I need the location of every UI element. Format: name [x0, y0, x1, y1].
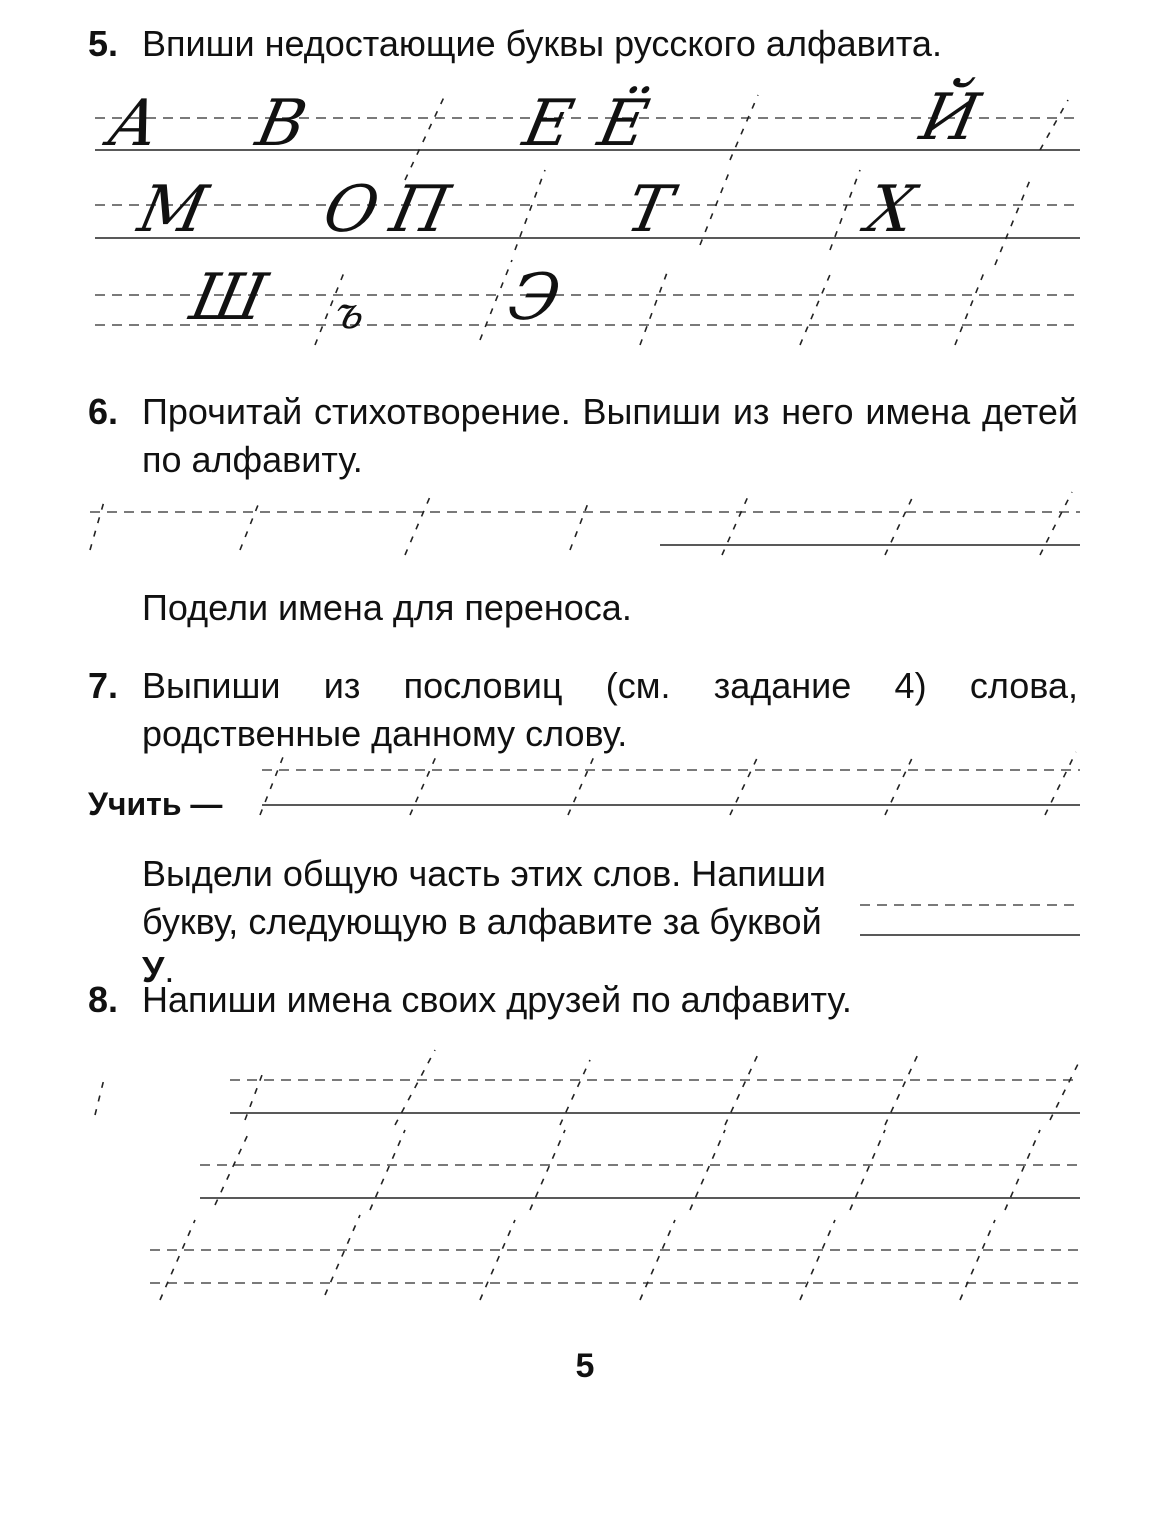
subtask-end: . — [164, 949, 175, 990]
subtask-letter: У — [142, 949, 165, 990]
task-number: 6. — [88, 391, 119, 432]
task-number: 8. — [88, 979, 119, 1020]
task-5 — [88, 20, 1078, 68]
letter: Ш — [184, 261, 273, 335]
letter: А — [102, 87, 167, 161]
subtask-text: Выдели общую часть этих слов. Напиши букву, следующую в алфавите за буквой — [142, 853, 826, 942]
task-text: Выпиши из пословиц (см. задание 4) слова, родственные данному слову. — [142, 665, 1078, 754]
task-6-subtask: Подели имена для переноса. — [142, 587, 632, 628]
page-number: 5 — [575, 1347, 595, 1385]
letter: Э — [502, 261, 567, 335]
letter: Е — [517, 87, 580, 161]
letter: ъ — [329, 288, 370, 339]
letter: М — [132, 173, 214, 247]
task-text: Прочитай стихотворение. Выпиши из него имена детей по алфавиту. — [142, 391, 1078, 480]
task-text: Напиши имена своих друзей по алфавиту. — [142, 979, 852, 1020]
task-number: 5. — [88, 23, 119, 64]
task-6 — [88, 388, 1078, 484]
task-7 — [88, 662, 1078, 758]
letter: Т — [620, 173, 679, 247]
word-label: Учить — — [88, 786, 223, 822]
letter: Й — [914, 81, 986, 155]
letter: Ё — [592, 87, 655, 161]
letter: Х — [860, 173, 922, 247]
letter: О — [317, 173, 386, 247]
letter: В — [250, 87, 313, 161]
letter: П — [384, 173, 456, 247]
task-number: 7. — [88, 665, 119, 706]
task-text: Впиши недостающие буквы русского алфавита. — [142, 23, 942, 64]
task-7-subtask — [142, 850, 862, 994]
task-8 — [88, 976, 1078, 1024]
